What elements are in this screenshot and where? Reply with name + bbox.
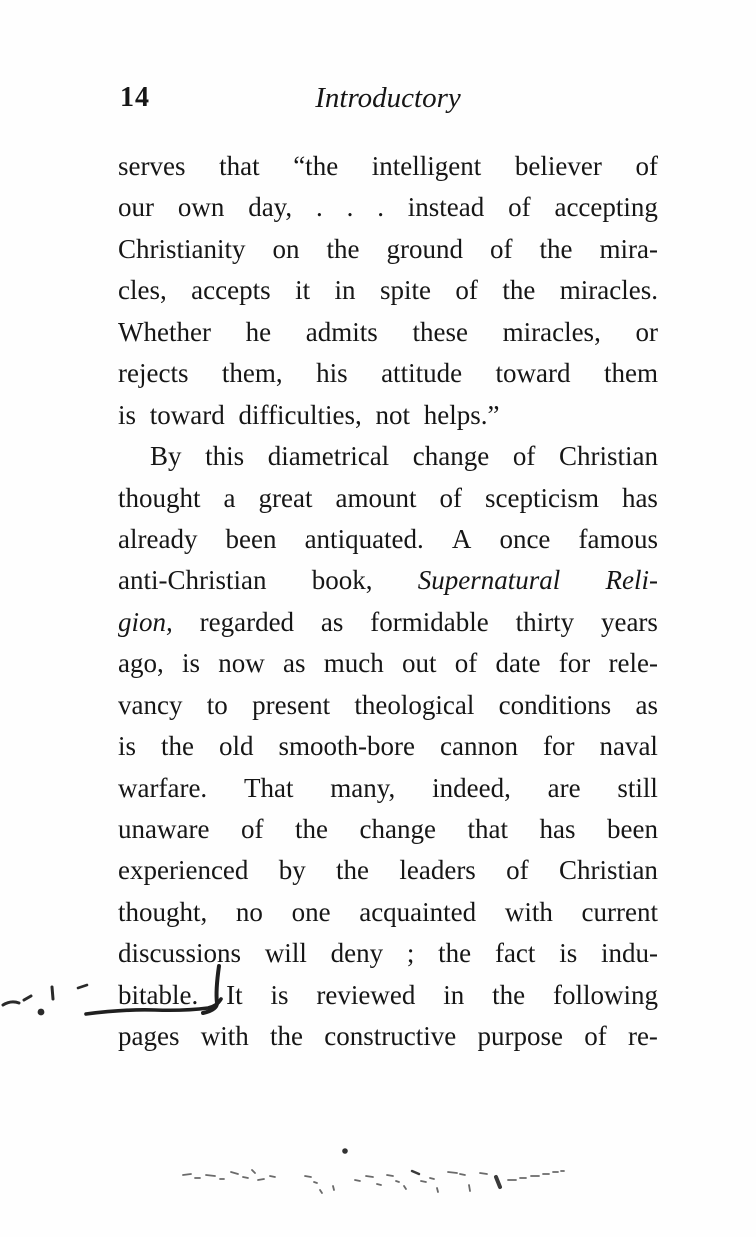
word: leaders [399,855,476,886]
text-line [118,975,658,1016]
word: as [283,648,306,679]
text-line [118,519,658,560]
word: book, [311,565,373,596]
word: thought [118,482,201,513]
word: . [377,192,384,223]
word: of [635,151,658,181]
word: been [225,523,277,554]
word: old [219,731,254,762]
word: day, [248,192,293,223]
word: unaware [118,814,210,844]
text-line [118,602,658,643]
word: our [118,192,154,223]
word: of [490,233,513,264]
word: intelligent [371,151,482,181]
word: in [443,979,465,1010]
word: attitude [381,358,463,389]
word: discussions [118,938,242,969]
word: his [316,358,348,389]
text-line [118,395,658,436]
word: constructive [324,1021,457,1052]
text-line [118,187,658,228]
text-line [118,1016,658,1057]
word: “the [293,151,339,181]
word: of [506,855,529,886]
text-line [118,229,658,270]
word: . [346,192,354,223]
word: admits [305,316,378,347]
word: Christian [558,855,658,886]
word: change [412,441,490,472]
word: is [559,938,578,969]
word: reviewed [316,979,416,1010]
word: experienced [118,855,249,886]
pencil-dot [38,1009,45,1016]
word: amount [335,482,417,513]
word: this [205,441,245,472]
word: scepticism [484,482,599,513]
word: already [118,523,198,554]
pencil-scribble-marks [183,1170,564,1193]
word: one [291,896,331,927]
word: It [226,979,243,1010]
word: conditions [498,689,612,720]
word: Whether [118,316,211,347]
word: smooth-bore [278,731,416,762]
word: serves [118,151,186,181]
word: indeed, [432,772,511,803]
word: vancy [118,689,183,720]
word: it [295,275,311,306]
word: to [206,689,228,720]
word: the [294,814,328,844]
word: has [621,482,658,513]
word: rele- [608,648,658,679]
body-text [118,146,658,1058]
word: them [603,358,658,389]
word: no [235,896,263,927]
word: Supernatural [417,565,561,596]
word: for [542,731,575,762]
word: warfare. [118,772,208,803]
word: the [492,979,526,1010]
word: not [375,399,410,430]
word: theological [354,689,475,720]
word: is [270,979,289,1010]
word: that [219,151,260,181]
text-line [118,436,658,477]
word: thirty [515,606,575,637]
text-line [118,560,658,601]
chapter-running-title: Introductory [315,82,461,114]
word: change [359,814,436,844]
word: re- [627,1021,658,1052]
word: great [258,482,313,513]
word: toward [149,399,225,430]
word: many, [330,772,396,803]
word: or [635,316,658,347]
text-line [118,312,658,353]
word: That [244,772,294,803]
text-line [118,353,658,394]
word: acquainted [359,896,477,927]
word: . [316,192,323,223]
word: as [320,606,344,637]
word: believer [514,151,602,181]
word: will [264,938,307,969]
word: ; [406,938,415,969]
word: much [323,648,384,679]
word: pages [118,1021,180,1052]
word: in [334,275,356,306]
word: are [547,772,581,803]
text-line [118,270,658,311]
word: Christianity [118,233,246,264]
word: he [245,316,272,347]
word: for [558,648,591,679]
word: diametrical [267,441,390,472]
word: anti-Christian [118,565,267,596]
word: current [581,896,658,927]
text-line [118,892,658,933]
word: is [118,399,137,430]
word: cles, [118,275,167,306]
word: naval [599,731,658,762]
word: of [240,814,264,844]
word: helps.” [423,399,500,430]
word: famous [578,523,658,554]
word: still [617,772,658,803]
word: of [454,648,478,679]
word: toward [495,358,571,389]
word: of [512,441,536,472]
word: regarded [199,606,295,637]
word: is [118,731,137,762]
word: been [607,814,658,844]
word: thought, [118,896,208,927]
word: rejects [118,358,189,389]
pencil-margin-marks [3,985,87,1015]
word: spite [379,275,431,306]
text-line [118,478,658,519]
word: formidable [370,606,489,637]
word: ago, [118,648,164,679]
word: antiquated. [304,523,424,554]
word: accepting [554,192,658,223]
word: By [150,441,182,472]
word: a [223,482,236,513]
text-line [118,933,658,974]
word: mira- [599,233,658,264]
word: now [218,648,265,679]
word: as [635,689,658,720]
word: the [502,275,536,306]
word: of [439,482,462,513]
text-line [118,850,658,891]
word: them, [221,358,283,389]
word: A [451,523,472,554]
word: on [272,233,300,264]
word: of [584,1021,607,1052]
word: fact [494,938,536,969]
word: following [552,979,658,1010]
text-line [118,643,658,684]
word: has [539,814,576,844]
word: purpose [477,1021,563,1052]
word: years [600,606,658,637]
word: miracles. [559,275,658,306]
text-line [118,809,658,850]
word: the [270,1021,303,1052]
word: present [252,689,331,720]
word: the [438,938,472,969]
word: of [455,275,478,306]
word: ground [386,233,463,264]
word: by [278,855,306,886]
word: the [336,855,370,886]
word: difficulties, [238,399,362,430]
word: these [412,316,468,347]
word: out [402,648,437,679]
word: own [177,192,225,223]
word: bitable. [118,979,199,1010]
word: date [495,648,541,679]
word: with [504,896,553,927]
running-head [118,82,658,116]
word: once [499,523,551,554]
word: accepts [191,275,271,306]
word: is [181,648,200,679]
word: indu- [601,938,658,969]
word: miracles, [502,316,601,347]
speck-dot [342,1148,348,1154]
text-line [118,726,658,767]
word: with [200,1021,249,1052]
text-line [118,768,658,809]
word: instead [407,192,485,223]
word: the [539,233,573,264]
word: Christian [558,441,658,472]
word: gion, [118,606,173,637]
word: of [508,192,531,223]
word: that [467,814,508,844]
page-number: 14 [120,82,150,113]
word: the [326,233,360,264]
word: deny [330,938,384,969]
text-line [118,685,658,726]
word: Reli- [605,565,658,596]
text-line [118,146,658,187]
word: cannon [440,731,518,762]
word: the [161,731,195,762]
